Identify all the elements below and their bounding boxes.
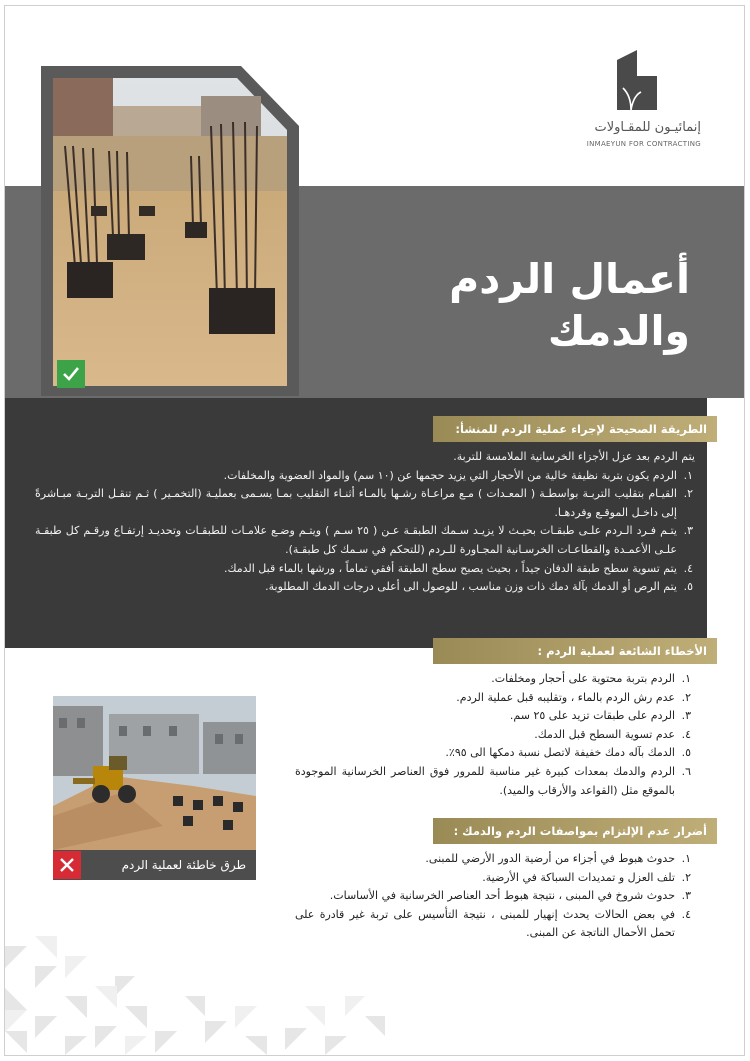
correct-method-heading — [433, 416, 717, 442]
list-item: ٥. الدمك بآله دمك خفيفة لاتصل نسبة دمكها الى ٩٥٪. — [445, 746, 691, 760]
wrong-caption-text: طرق خاطئة لعملية الردم — [121, 858, 246, 872]
list-item: ٤. عدم تسوية السطح قبل الدمك. — [534, 727, 691, 741]
damages-heading — [433, 818, 717, 844]
list-item: ٢. تلف العزل و تمديدات السباكة في الأرضية. — [482, 870, 691, 884]
page-title-line2: والدمك — [547, 307, 690, 355]
list-item: ٤. يتم تسوية سطح طبقة الدفان جيداً ، بحيث يصبح سطح الطبقة أفقي تماماً ، ورشها بالماء قبل الدمك. — [223, 561, 693, 575]
common-mistakes-heading — [433, 638, 717, 664]
correct-check-badge — [57, 360, 85, 388]
list-item: ١. الردم بتربة محتوية على أحجار ومخلفات. — [491, 672, 691, 685]
list-item: ١. الردم يكون بتربة نظيفة خالية من الأحجار التي يزيد حجمها عن (١٠ سم) والمواد العضوية والمخلفات. — [223, 468, 693, 482]
damages-heading-text: أضرار عدم الإلتزام بمواصفات الردم والدمك : — [453, 824, 707, 838]
list-item: ٣. حدوث شروخ في المبنى ، نتيجة هبوط أحد العناصر الخرسانية في الأساسات. — [329, 889, 691, 903]
correct-backfill-photo — [41, 66, 299, 396]
list-item: ١. حدوث هبوط في أجزاء من أرضية الدور الأرضي للمبنى. — [425, 852, 691, 865]
damages-content — [295, 850, 693, 943]
close-icon — [57, 855, 77, 875]
correct-photo-frame — [41, 66, 299, 396]
check-icon — [61, 364, 81, 384]
wrong-backfill-photo — [53, 696, 256, 850]
correct-method-intro: يتم الردم بعد عزل الأجزاء الخرسانية الملامسة للتربة. — [453, 450, 695, 463]
list-item: ٢. عدم رش الردم بالماء ، وتقليبه قبل عملية الردم. — [456, 690, 691, 704]
wrong-caption-bar — [53, 850, 256, 880]
list-item: ٣. يتـم فـرد الـردم علـى طبقـات بحيـث لا يزيـد سـمك الطبقـة عـن ( ٢٥ سـم ) ويتـم وضـع علامـات للطبقـات وتحديـد إرتفـاع ورقـم كل طبقـة علـى الأعمـدة والقطاعـات الخرسـانية المجـاورة للـردم (للتحكم في سـمك كل طبقـة). — [35, 524, 693, 556]
common-mistakes-content — [295, 670, 693, 800]
wrong-photo-frame — [53, 696, 256, 850]
list-item: ٤. في بعض الحالات يحدث إنهيار للمبنى ، نتيجة التأسيس على تربة غير قادرة على تحمل الأحمال الناتجة عن المبنى. — [295, 907, 691, 940]
page — [4, 5, 745, 1056]
wrong-cross-badge — [53, 851, 81, 879]
correct-method-list — [35, 467, 695, 597]
brand-name-english: INMAEYUN FOR CONTRACTING — [586, 140, 701, 148]
list-item: ٦. الردم والدمك بمعدات كبيرة غير مناسبة للمرور فوق العناصر الخرسانية الموجودة بالموقع مثل (القواعد والأرقاب والميد). — [295, 764, 691, 797]
decorative-triangle-pattern — [5, 936, 405, 1055]
list-item: ٢. القيـام بتقليب التربـة بواسطـة ( المعـدات ) مـع مراعـاة رشـها بالمـاء أثنـاء التقليب بمـا يسـمى بعمليـة (التخمـير ) ثـم تنقـل التربـة مبـاشرةً إلى داخـل الموقـع وفردهـا. — [35, 487, 693, 519]
list-item: ٥. يتم الرص أو الدمك بآلة دمك ذات وزن مناسب ، للوصول الى أعلى درجات الدمك المطلوبة. — [265, 580, 693, 594]
damages-list — [295, 850, 693, 943]
common-mistakes-heading-text: الأخطاء الشائعة لعملية الردم : — [537, 644, 707, 658]
list-item: ٣. الردم على طبقات تزيد على ٢٥ سم. — [509, 709, 691, 723]
correct-method-heading-text: الطريقة الصحيحة لإجراء عملية الردم للمنشأ: — [455, 422, 707, 436]
correct-method-content — [35, 448, 695, 597]
page-title — [449, 253, 690, 357]
common-mistakes-list — [295, 670, 693, 800]
building-logo-icon — [545, 46, 705, 116]
brand-name-arabic: إنمائيـون للمقـاولات — [594, 120, 701, 135]
company-logo — [545, 46, 705, 156]
page-title-line1: أعمال الردم — [449, 255, 690, 303]
